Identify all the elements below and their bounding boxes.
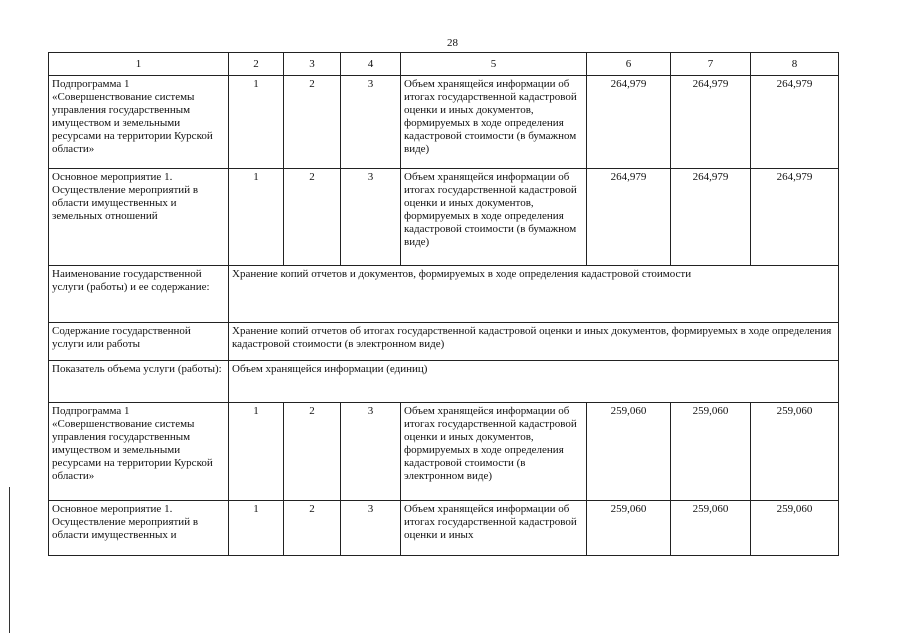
header-cell: 2 (229, 53, 284, 76)
row-name-cell: Основное мероприятие 1. Осуществление мероприятий в области имущественных и земельных отношений (49, 169, 229, 266)
value-cell-8: 259,060 (751, 501, 839, 556)
header-cell: 5 (401, 53, 587, 76)
service-name-value: Хранение копий отчетов и документов, формируемых в ходе определения кадастровой стоимости (229, 266, 839, 323)
header-cell: 4 (341, 53, 401, 76)
value-cell-6: 259,060 (587, 403, 671, 501)
service-name-row (49, 266, 839, 323)
column-4-cell: 3 (341, 501, 401, 556)
row-name-cell: Подпрограмма 1 «Совершенствование системы управления государственным имуществом и земельными ресурсами на территории Курской области» (49, 76, 229, 169)
table-row (49, 501, 839, 556)
column-2-cell: 1 (229, 169, 284, 266)
column-3-cell: 2 (284, 169, 341, 266)
table-row (49, 403, 839, 501)
header-cell: 6 (587, 53, 671, 76)
value-cell-6: 264,979 (587, 76, 671, 169)
indicator-cell: Объем хранящейся информации об итогах государственной кадастровой оценки и иных документов, формируемых в ходе определения кадастровой стоимости (в электронном виде) (401, 403, 587, 501)
row-name-cell: Подпрограмма 1 «Совершенствование системы управления государственным имуществом и земельными ресурсами на территории Курской области» (49, 403, 229, 501)
value-cell-6: 259,060 (587, 501, 671, 556)
header-cell: 7 (671, 53, 751, 76)
column-4-cell: 3 (341, 403, 401, 501)
header-cell: 3 (284, 53, 341, 76)
header-cell: 8 (751, 53, 839, 76)
value-cell-8: 259,060 (751, 403, 839, 501)
column-4-cell: 3 (341, 169, 401, 266)
column-2-cell: 1 (229, 76, 284, 169)
column-4-cell: 3 (341, 76, 401, 169)
header-cell: 1 (49, 53, 229, 76)
indicator-cell: Объем хранящейся информации об итогах государственной кадастровой оценки и иных документов, формируемых в ходе определения кадастровой стоимости (в бумажном виде) (401, 76, 587, 169)
service-volume-value: Объем хранящейся информации (единиц) (229, 361, 839, 403)
column-2-cell: 1 (229, 403, 284, 501)
service-content-label: Содержание государственной услуги или работы (49, 323, 229, 361)
value-cell-8: 264,979 (751, 169, 839, 266)
value-cell-8: 264,979 (751, 76, 839, 169)
value-cell-7: 264,979 (671, 76, 751, 169)
table-row (49, 169, 839, 266)
row-name-cell: Основное мероприятие 1. Осуществление мероприятий в области имущественных и (49, 501, 229, 556)
service-volume-row (49, 361, 839, 403)
service-indicators-table (48, 52, 839, 556)
value-cell-7: 259,060 (671, 403, 751, 501)
column-3-cell: 2 (284, 403, 341, 501)
service-name-label: Наименование государственной услуги (работы) и ее содержание: (49, 266, 229, 323)
column-3-cell: 2 (284, 76, 341, 169)
page-number: 28 (447, 37, 458, 49)
indicator-cell: Объем хранящейся информации об итогах государственной кадастровой оценки и иных (401, 501, 587, 556)
scan-margin-line (9, 487, 10, 633)
service-content-row (49, 323, 839, 361)
value-cell-6: 264,979 (587, 169, 671, 266)
column-3-cell: 2 (284, 501, 341, 556)
service-content-value: Хранение копий отчетов об итогах государственной кадастровой оценки и иных документов, формируемых в ходе определения кадастровой стоимости (в электронном виде) (229, 323, 839, 361)
indicator-cell: Объем хранящейся информации об итогах государственной кадастровой оценки и иных документов, формируемых в ходе определения кадастровой стоимости (в бумажном виде) (401, 169, 587, 266)
value-cell-7: 259,060 (671, 501, 751, 556)
table-row (49, 76, 839, 169)
service-volume-label: Показатель объема услуги (работы): (49, 361, 229, 403)
value-cell-7: 264,979 (671, 169, 751, 266)
table-header-row (49, 53, 839, 76)
column-2-cell: 1 (229, 501, 284, 556)
